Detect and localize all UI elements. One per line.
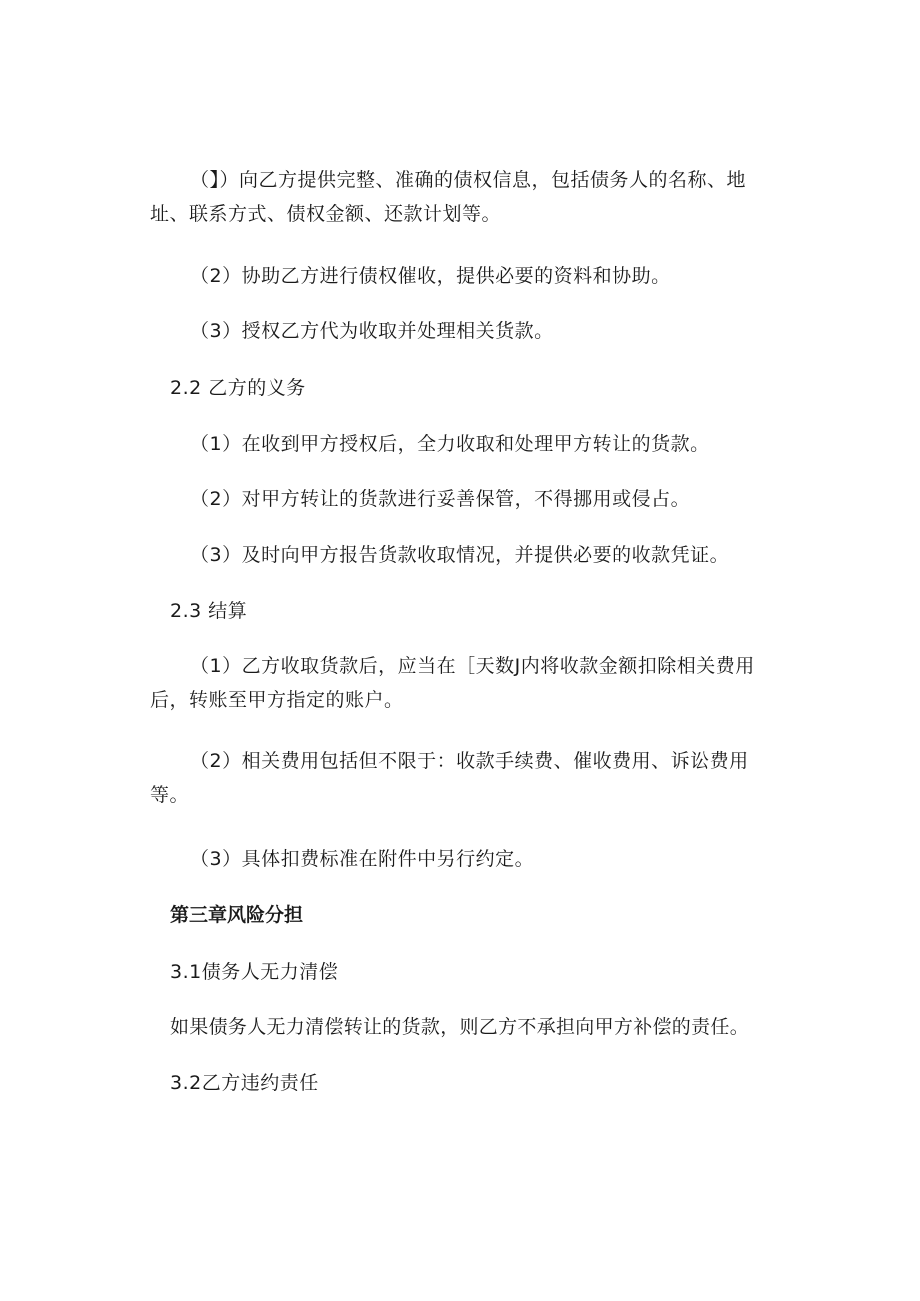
section-heading-2-3: 2.3 结算 bbox=[170, 600, 248, 622]
paragraph-line: （】）向乙方提供完整、准确的债权信息，包括债务人的名称、地 bbox=[190, 169, 747, 191]
paragraph-line: （2）相关费用包括但不限于：收款手续费、催收费用、诉讼费用 bbox=[190, 750, 749, 772]
paragraph-2-3-3: （3）具体扣费标准在附件中另行约定。 bbox=[190, 848, 535, 870]
paragraph-1-2: （2）协助乙方进行债权催收，提供必要的资料和协助。 bbox=[190, 265, 671, 287]
paragraph-3-1: 如果债务人无力清偿转让的货款，则乙方不承担向甲方补偿的责任。 bbox=[170, 1016, 750, 1038]
paragraph-2-2-1: （1）在收到甲方授权后，全力收取和处理甲方转让的货款。 bbox=[190, 433, 710, 455]
section-heading-3-2: 3.2乙方违约责任 bbox=[170, 1072, 319, 1094]
chapter-heading-3: 第三章风险分担 bbox=[170, 904, 304, 926]
paragraph-1-3: （3）授权乙方代为收取并处理相关货款。 bbox=[190, 320, 554, 342]
section-heading-3-1: 3.1债务人无力清偿 bbox=[170, 961, 339, 983]
paragraph-1-1 bbox=[150, 163, 770, 231]
paragraph-2-2-3: （3）及时向甲方报告货款收取情况，并提供必要的收款凭证。 bbox=[190, 544, 730, 566]
paragraph-2-3-2 bbox=[150, 744, 770, 812]
section-heading-2-2: 2.2 乙方的义务 bbox=[170, 377, 306, 399]
paragraph-line: 后，转账至甲方指定的账户。 bbox=[150, 689, 404, 711]
paragraph-line: 等。 bbox=[150, 784, 190, 806]
paragraph-2-3-1 bbox=[150, 649, 770, 717]
paragraph-line: 址、联系方式、债权金额、还款计划等。 bbox=[150, 203, 502, 225]
paragraph-line: （1）乙方收取货款后，应当在［天数J内将收款金额扣除相关费用 bbox=[190, 655, 755, 677]
paragraph-2-2-2: （2）对甲方转让的货款进行妥善保管，不得挪用或侵占。 bbox=[190, 488, 691, 510]
